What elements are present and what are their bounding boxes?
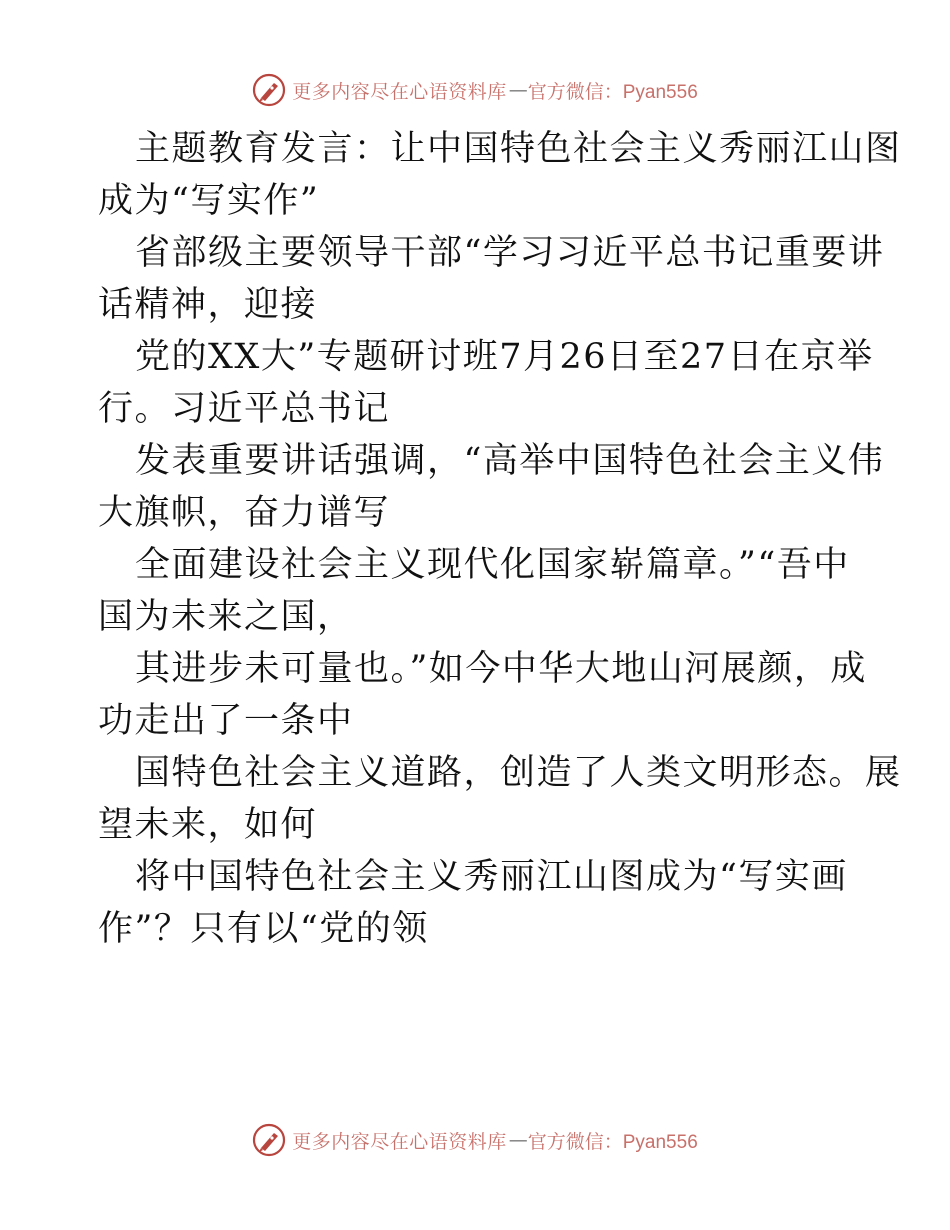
pen-logo-icon: [252, 1123, 286, 1157]
footer-dash: —: [508, 1129, 528, 1151]
text-line: 望未来，如何: [98, 805, 318, 845]
text-line: 发表重要讲话强调，“高举中国特色社会主义伟: [135, 441, 885, 481]
footer-wechat-text: 官方微信：Pyan556: [527, 1131, 698, 1153]
text-line: 行。习近平总书记: [98, 389, 391, 429]
header-site-text: 更多内容尽在心语资料库: [292, 80, 507, 103]
text-line: 国特色社会主义道路，创造了人类文明形态。展: [135, 753, 902, 793]
text-line: 全面建设社会主义现代化国家崭篇章。”“吾中: [135, 545, 850, 585]
text-line: 省部级主要领导干部“学习习近平总书记重要讲: [135, 233, 885, 273]
text-line: 将中国特色社会主义秀丽江山图成为“写实画: [135, 857, 848, 897]
text-line: 其进步未可量也。”如今中华大地山河展颜，成: [135, 649, 867, 689]
text-line: 功走出了一条中: [98, 701, 354, 741]
pen-logo-icon: [252, 73, 286, 107]
header-watermark: [0, 70, 950, 110]
text-line: 大旗帜，奋力谱写: [98, 493, 391, 533]
text-line: 国为未来之国，: [98, 597, 354, 637]
text-line: 话精神，迎接: [98, 285, 318, 325]
header-wechat-text: 官方微信：Pyan556: [527, 81, 698, 103]
header-dash: —: [508, 79, 528, 101]
footer-watermark: [0, 1120, 950, 1160]
text-line: 党的XX大”专题研讨班7月26日至27日在京举: [135, 337, 874, 377]
text-line: 主题教育发言：让中国特色社会主义秀丽江山图: [135, 129, 902, 169]
text-line: 成为“写实作”: [98, 181, 320, 221]
footer-site-text: 更多内容尽在心语资料库: [292, 1130, 507, 1153]
text-line: 作”？只有以“党的领: [98, 909, 429, 949]
document-body: [98, 123, 902, 955]
